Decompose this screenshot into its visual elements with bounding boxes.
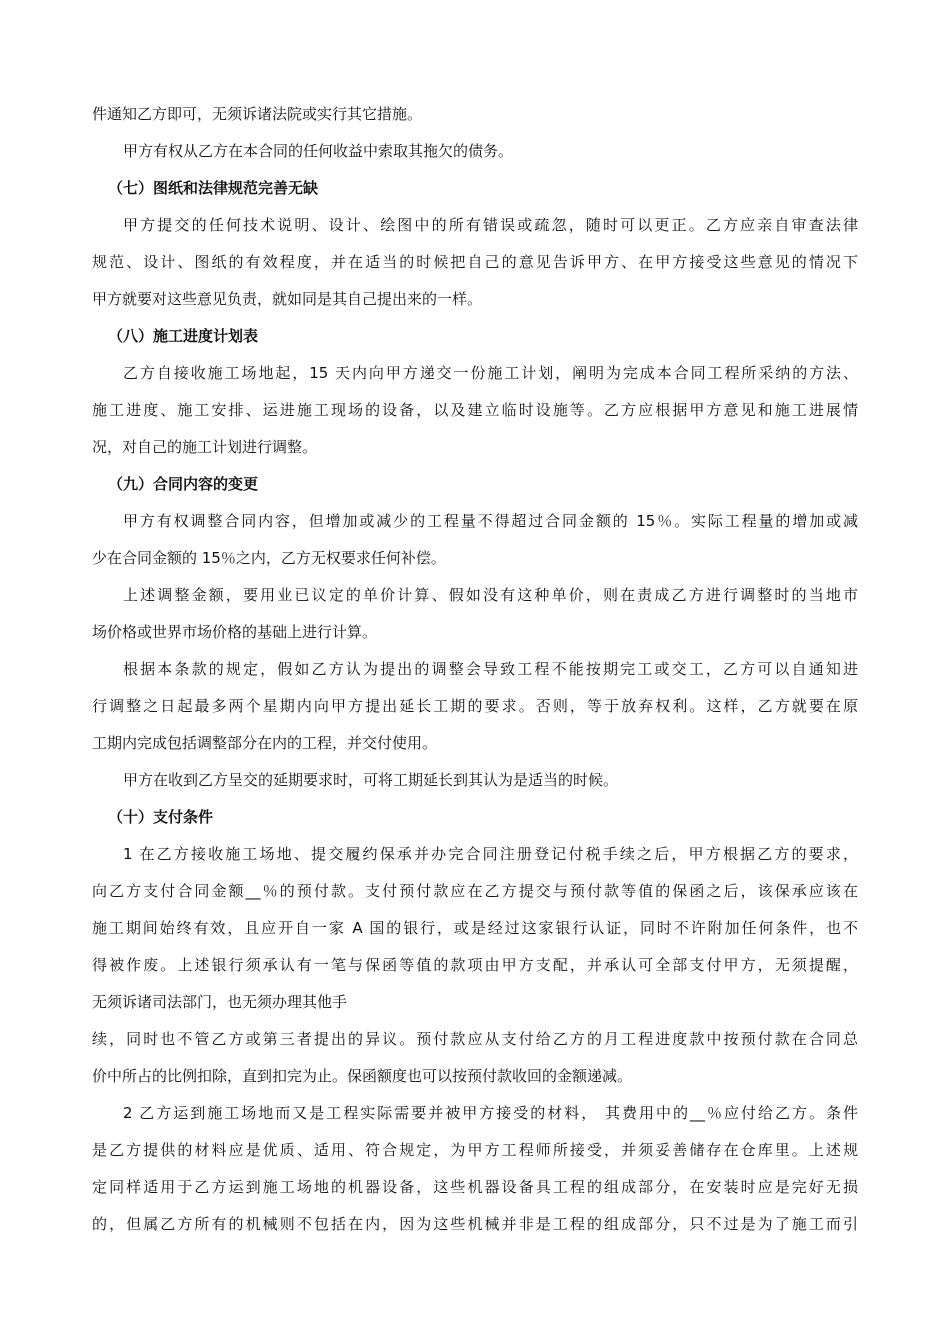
text-line: 施工进度、施工安排、运进施工现场的设备，以及建立临时设施等。乙方应根据甲方意见和施工进展情 <box>92 401 858 419</box>
section-heading-10: （十）支付条件 <box>108 808 214 826</box>
text-line: 甲方有权调整合同内容，但增加或减少的工程量不得超过合同金额的 15％。实际工程量的增加或减 <box>123 512 858 530</box>
text-line: 价中所占的比例扣除，直到扣完为止。保函额度也可以按预付款收回的金额递减。 <box>92 1067 633 1085</box>
section-heading-7: （七）图纸和法律规范完善无缺 <box>108 179 319 197</box>
text-line: 行调整之日起最多两个星期内向甲方提出延长工期的要求。否则，等于放弃权利。这样，乙方就要在原 <box>92 697 858 715</box>
text-line: 1 在乙方接收施工场地、提交履约保承并办完合同注册登记付税手续之后，甲方根据乙方的要求， <box>123 845 858 863</box>
text-line: 定同样适用于乙方运到施工场地的机器设备，这些机器设备具工程的组成部分，在安装时应是完好无损 <box>92 1178 858 1196</box>
text-line: 无须诉诸司法部门，也无须办理其他手 <box>92 993 348 1011</box>
section-heading-9: （九）合同内容的变更 <box>108 475 259 493</box>
text-line: 况，对自己的施工计划进行调整。 <box>92 438 318 456</box>
text-line: 得被作废。上述银行须承认有一笔与保函等值的款项由甲方支配，并承认可全部支付甲方，无须提醒， <box>92 956 858 974</box>
text-line: 上述调整金额，要用业已议定的单价计算、假如没有这种单价，则在责成乙方进行调整时的当地市 <box>123 586 858 604</box>
text-line: 施工期间始终有效，且应开自一家 A 国的银行，或是经过这家银行认证，同时不许附加任何条件，也不 <box>92 919 858 937</box>
text-line: 向乙方支付合同金额__％的预付款。支付预付款应在乙方提交与预付款等值的保函之后，该保承应该在 <box>92 882 858 900</box>
text-line: 工期内完成包括调整部分在内的工程，并交付使用。 <box>92 734 438 752</box>
text-line: 甲方就要对这些意见负责，就如同是其自己提出来的一样。 <box>92 290 483 308</box>
text-line: 少在合同金额的 15％之内，乙方无权要求任何补偿。 <box>92 549 446 567</box>
text-line: 场价格或世界市场价格的基础上进行计算。 <box>92 623 378 641</box>
text-line: 件通知乙方即可，无须诉诸法院或实行其它措施。 <box>92 105 423 123</box>
text-line: 续，同时也不管乙方或第三者提出的异议。预付款应从支付给乙方的月工程进度款中按预付款在合同总 <box>92 1030 858 1048</box>
text-line: 规范、设计、图纸的有效程度，并在适当的时候把自己的意见告诉甲方、在甲方接受这些意见的情况下 <box>92 253 858 271</box>
text-line: 根据本条款的规定，假如乙方认为提出的调整会导致工程不能按期完工或交工，乙方可以自通知进 <box>123 660 858 678</box>
document-page <box>92 96 858 1243</box>
text-line: 甲方提交的任何技术说明、设计、绘图中的所有错误或疏忽，随时可以更正。乙方应亲自审查法律 <box>123 216 858 234</box>
text-line: 乙方自接收施工场地起，15 天内向甲方递交一份施工计划，阐明为完成本合同工程所采纳的方法、 <box>123 364 858 382</box>
text-line: 甲方在收到乙方呈交的延期要求时，可将工期延长到其认为是适当的时候。 <box>123 771 619 789</box>
section-heading-8: （八）施工进度计划表 <box>108 327 259 345</box>
text-line: 2 乙方运到施工场地而又是工程实际需要并被甲方接受的材料， 其费用中的__％应付给乙方。条件 <box>123 1104 858 1122</box>
text-line: 的，但属乙方所有的机械则不包括在内，因为这些机械并非是工程的组成部分，只不过是为了施工而引 <box>92 1215 858 1233</box>
text-line: 甲方有权从乙方在本合同的任何收益中索取其拖欠的债务。 <box>123 142 514 160</box>
text-line: 是乙方提供的材料应是优质、适用、符合规定，为甲方工程师所接受，并须妥善储存在仓库里。上述规 <box>92 1141 858 1159</box>
